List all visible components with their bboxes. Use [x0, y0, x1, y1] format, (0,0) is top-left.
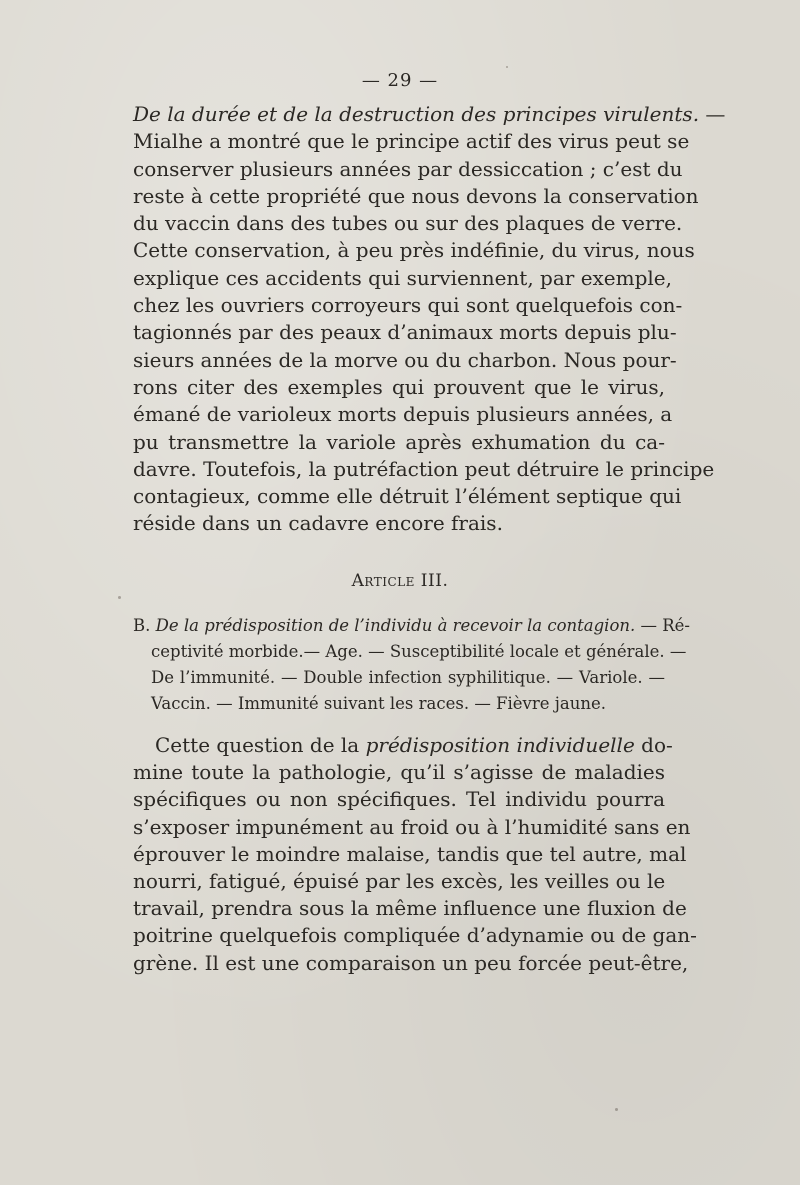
text-line: pu transmettre la variole après exhumation du ca- [133, 429, 665, 454]
page-number: — 29 — [361, 70, 439, 91]
text-line: spécifiques ou non spécifiques. Tel individu pourra [133, 787, 665, 812]
text-line: sieurs années de la morve ou du charbon. Nous pour- [133, 347, 677, 372]
summary-line: ceptivité morbide.— Age. — Susceptibilité locale et générale. — [151, 642, 687, 661]
text-line: chez les ouvriers corroyeurs qui sont quelquefois con- [133, 293, 683, 318]
text-line: travail, prendra sous la même influence une fluxion de [133, 896, 687, 921]
text-line: tagionnés par des peaux d’animaux morts depuis plu- [133, 320, 677, 345]
text-line: nourri, fatigué, épuisé par les excès, les veilles ou le [133, 869, 666, 894]
text-line: réside dans un cadavre encore frais. [133, 511, 503, 536]
article-summary [133, 613, 691, 717]
paragraph-virulent-principles [133, 101, 726, 538]
text-line: conserver plusieurs années par dessiccation ; c’est du [133, 156, 683, 181]
text-line: mine toute la pathologie, qu’il s’agisse de maladies [133, 760, 665, 785]
text-line: grène. Il est une comparaison un peu forcée peut-être, [133, 950, 689, 975]
text-line: davre. Toutefois, la putréfaction peut détruire le principe [133, 456, 715, 481]
text-line: explique ces accidents qui surviennent, par exemple, [133, 265, 673, 290]
summary-line: De l’immunité. — Double infection syphilitique. — Variole. — [151, 668, 665, 687]
text-line: Cette conservation, à peu près indéfinie, du virus, nous [133, 238, 695, 263]
text-line: s’exposer impunément au froid ou à l’humidité sans en [133, 814, 691, 839]
text-line: émané de varioleux morts depuis plusieurs années, a [133, 402, 673, 427]
paper-speck [118, 596, 121, 599]
summary-line: B. De la prédisposition de l’individu à recevoir la contagion. — Ré- [133, 616, 691, 635]
text-line: reste à cette propriété que nous devons la conservation [133, 183, 699, 208]
text-line: contagieux, comme elle détruit l’élément septique qui [133, 484, 682, 509]
summary-heading: De la prédisposition de l’individu à recevoir la contagion. [155, 616, 636, 635]
text-line: Cette question de la prédisposition individuelle do- [155, 733, 673, 757]
section-heading: De la durée et de la destruction des principes virulents. [133, 102, 700, 126]
text-line: rons citer des exemples qui prouvent que le virus, [133, 374, 665, 399]
text-line: éprouver le moindre malaise, tandis que tel autre, mal [133, 841, 687, 866]
text-line: Mialhe a montré que le principe actif des virus peut se [133, 129, 690, 154]
article-title: Article III. [351, 571, 449, 591]
summary-line: Vaccin. — Immunité suivant les races. — Fièvre jaune. [151, 694, 606, 713]
paper-speck [615, 1108, 618, 1111]
text-line: du vaccin dans des tubes ou sur des plaques de verre. [133, 211, 683, 236]
paper-speck [506, 66, 508, 68]
emphasis-term: prédisposition individuelle [365, 733, 635, 757]
text-line: De la durée et de la destruction des principes virulents. — [133, 102, 726, 126]
text-line: poitrine quelquefois compliquée d’adynamie ou de gan- [133, 923, 697, 948]
paragraph-predisposition [133, 732, 697, 977]
